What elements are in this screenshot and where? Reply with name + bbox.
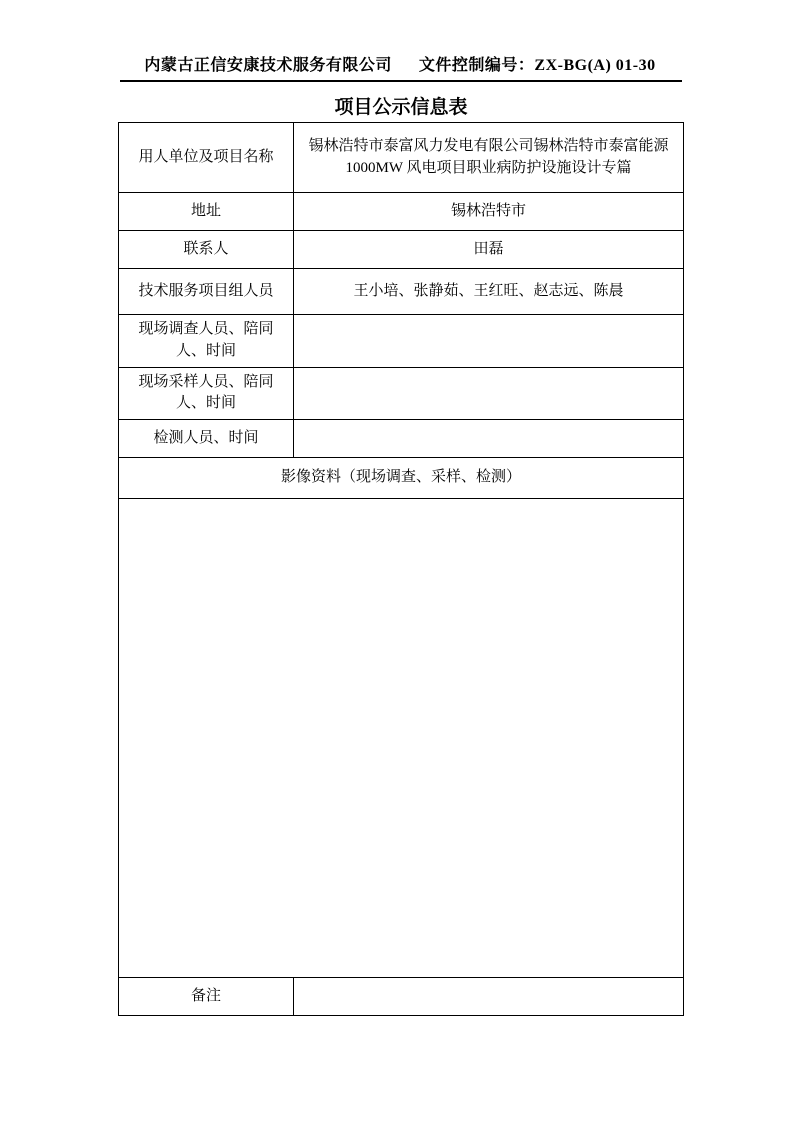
table-row xyxy=(119,231,684,269)
row-value-remark[interactable] xyxy=(294,978,684,1016)
table-row xyxy=(119,123,684,193)
header-divider xyxy=(120,80,682,82)
table-row xyxy=(119,193,684,231)
media-section-content[interactable] xyxy=(119,499,684,978)
table-row xyxy=(119,420,684,458)
row-label-site-sampling: 现场采样人员、陪同人、时间 xyxy=(119,367,294,420)
document-header xyxy=(120,52,680,75)
row-label-remark: 备注 xyxy=(119,978,294,1016)
doc-control-label: 文件控制编号： xyxy=(418,57,535,74)
table-row xyxy=(119,315,684,368)
table-row xyxy=(119,269,684,315)
media-section-title: 影像资料（现场调查、采样、检测） xyxy=(119,458,684,499)
row-value-address: 锡林浩特市 xyxy=(294,193,684,231)
row-label-employer-project: 用人单位及项目名称 xyxy=(119,123,294,193)
row-value-testing-staff[interactable] xyxy=(294,420,684,458)
row-value-site-sampling[interactable] xyxy=(294,367,684,420)
company-name: 内蒙古正信安康技术服务有限公司 xyxy=(144,57,392,74)
row-value-site-survey[interactable] xyxy=(294,315,684,368)
table-row xyxy=(119,499,684,978)
doc-control-number: ZX-BG(A) 01-30 xyxy=(534,57,656,74)
table-row xyxy=(119,978,684,1016)
row-value-team-members: 王小培、张静茹、王红旺、赵志远、陈晨 xyxy=(294,269,684,315)
project-disclosure-table xyxy=(118,122,684,1016)
row-label-address: 地址 xyxy=(119,193,294,231)
table-row xyxy=(119,458,684,499)
row-label-contact: 联系人 xyxy=(119,231,294,269)
page-title: 项目公示信息表 xyxy=(334,97,468,118)
row-value-employer-project: 锡林浩特市泰富风力发电有限公司锡林浩特市泰富能源 1000MW 风电项目职业病防护设施设计专篇 xyxy=(294,123,684,193)
form-table-wrapper xyxy=(118,122,684,1016)
table-row xyxy=(119,367,684,420)
row-label-team-members: 技术服务项目组人员 xyxy=(119,269,294,315)
row-label-site-survey: 现场调查人员、陪同人、时间 xyxy=(119,315,294,368)
row-label-testing-staff: 检测人员、时间 xyxy=(119,420,294,458)
row-value-contact: 田磊 xyxy=(294,231,684,269)
